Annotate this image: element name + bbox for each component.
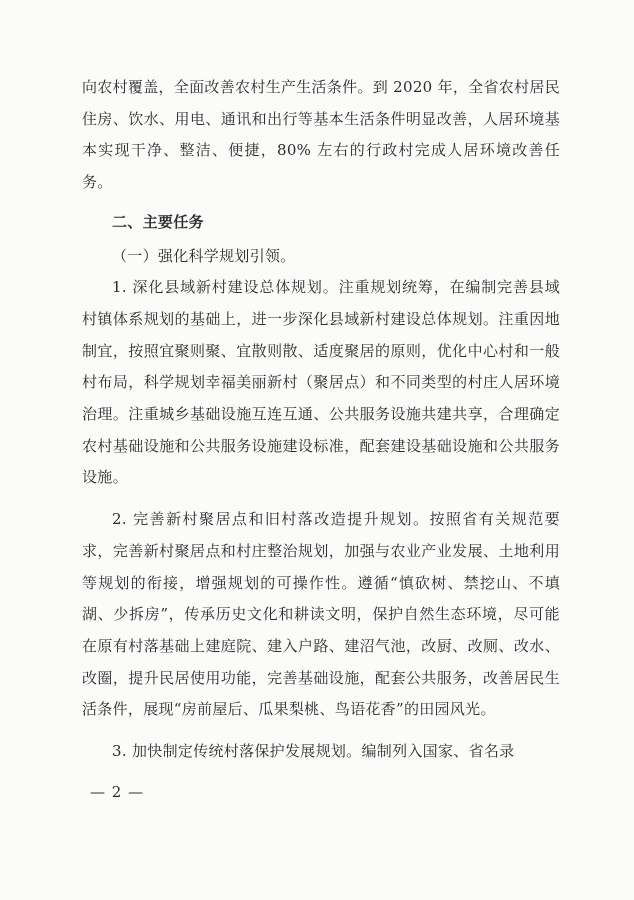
paragraph-item-3: 3. 加快制定传统村落保护发展规划。编制列入国家、省名录 [112, 742, 515, 761]
paragraph-intro-continuation: 向农村覆盖，全面改善农村生产生活条件。到 2020 年，全省农村居民住房、饮水、用电、通讯和出行等基本生活条件明显改善，人居环境基本实现干净、整洁、便捷，80% 左右的行政村完成人居环境改善任务。 [82, 78, 560, 192]
page-number: — 2 — [90, 783, 145, 801]
paragraph-item-2: 2. 完善新村聚居点和旧村落改造提升规划。按照省有关规范要求，完善新村聚居点和村庄整治规划，加强与农业产业发展、土地利用等规划的衔接，增强规划的可操作性。遵循“慎砍树、禁挖山、不填湖、少拆房”，传承历史文化和耕读文明，保护自然生态环境，尽可能在原有村落基础上建庭院、建入户路、建沼气池，改厨、改厕、改水、改圈，提升民居使用功能，完善基础设施，配套公共服务，改善居民生活条件，展现“房前屋后、瓜果梨桃、鸟语花香”的田园风光。 [82, 510, 560, 719]
section-heading-main-tasks: 二、主要任务 [112, 212, 204, 231]
paragraph-item-1: 1. 深化县域新村建设总体规划。注重规划统筹，在编制完善县域村镇体系规划的基础上，进一步深化县域新村建设总体规划。注重因地制宜，按照宜聚则聚、宜散则散、适度聚居的原则，优化中心村和一般村布局，科学规划幸福美丽新村（聚居点）和不同类型的村庄人居环境治理。注重城乡基础设施互连互通、公共服务设施共建共享，合理确定农村基础设施和公共服务设施建设标准，配套建设基础设施和公共服务设施。 [82, 278, 560, 487]
subsection-heading-planning: （一）强化科学规划引领。 [112, 246, 296, 265]
document-body [82, 72, 560, 768]
